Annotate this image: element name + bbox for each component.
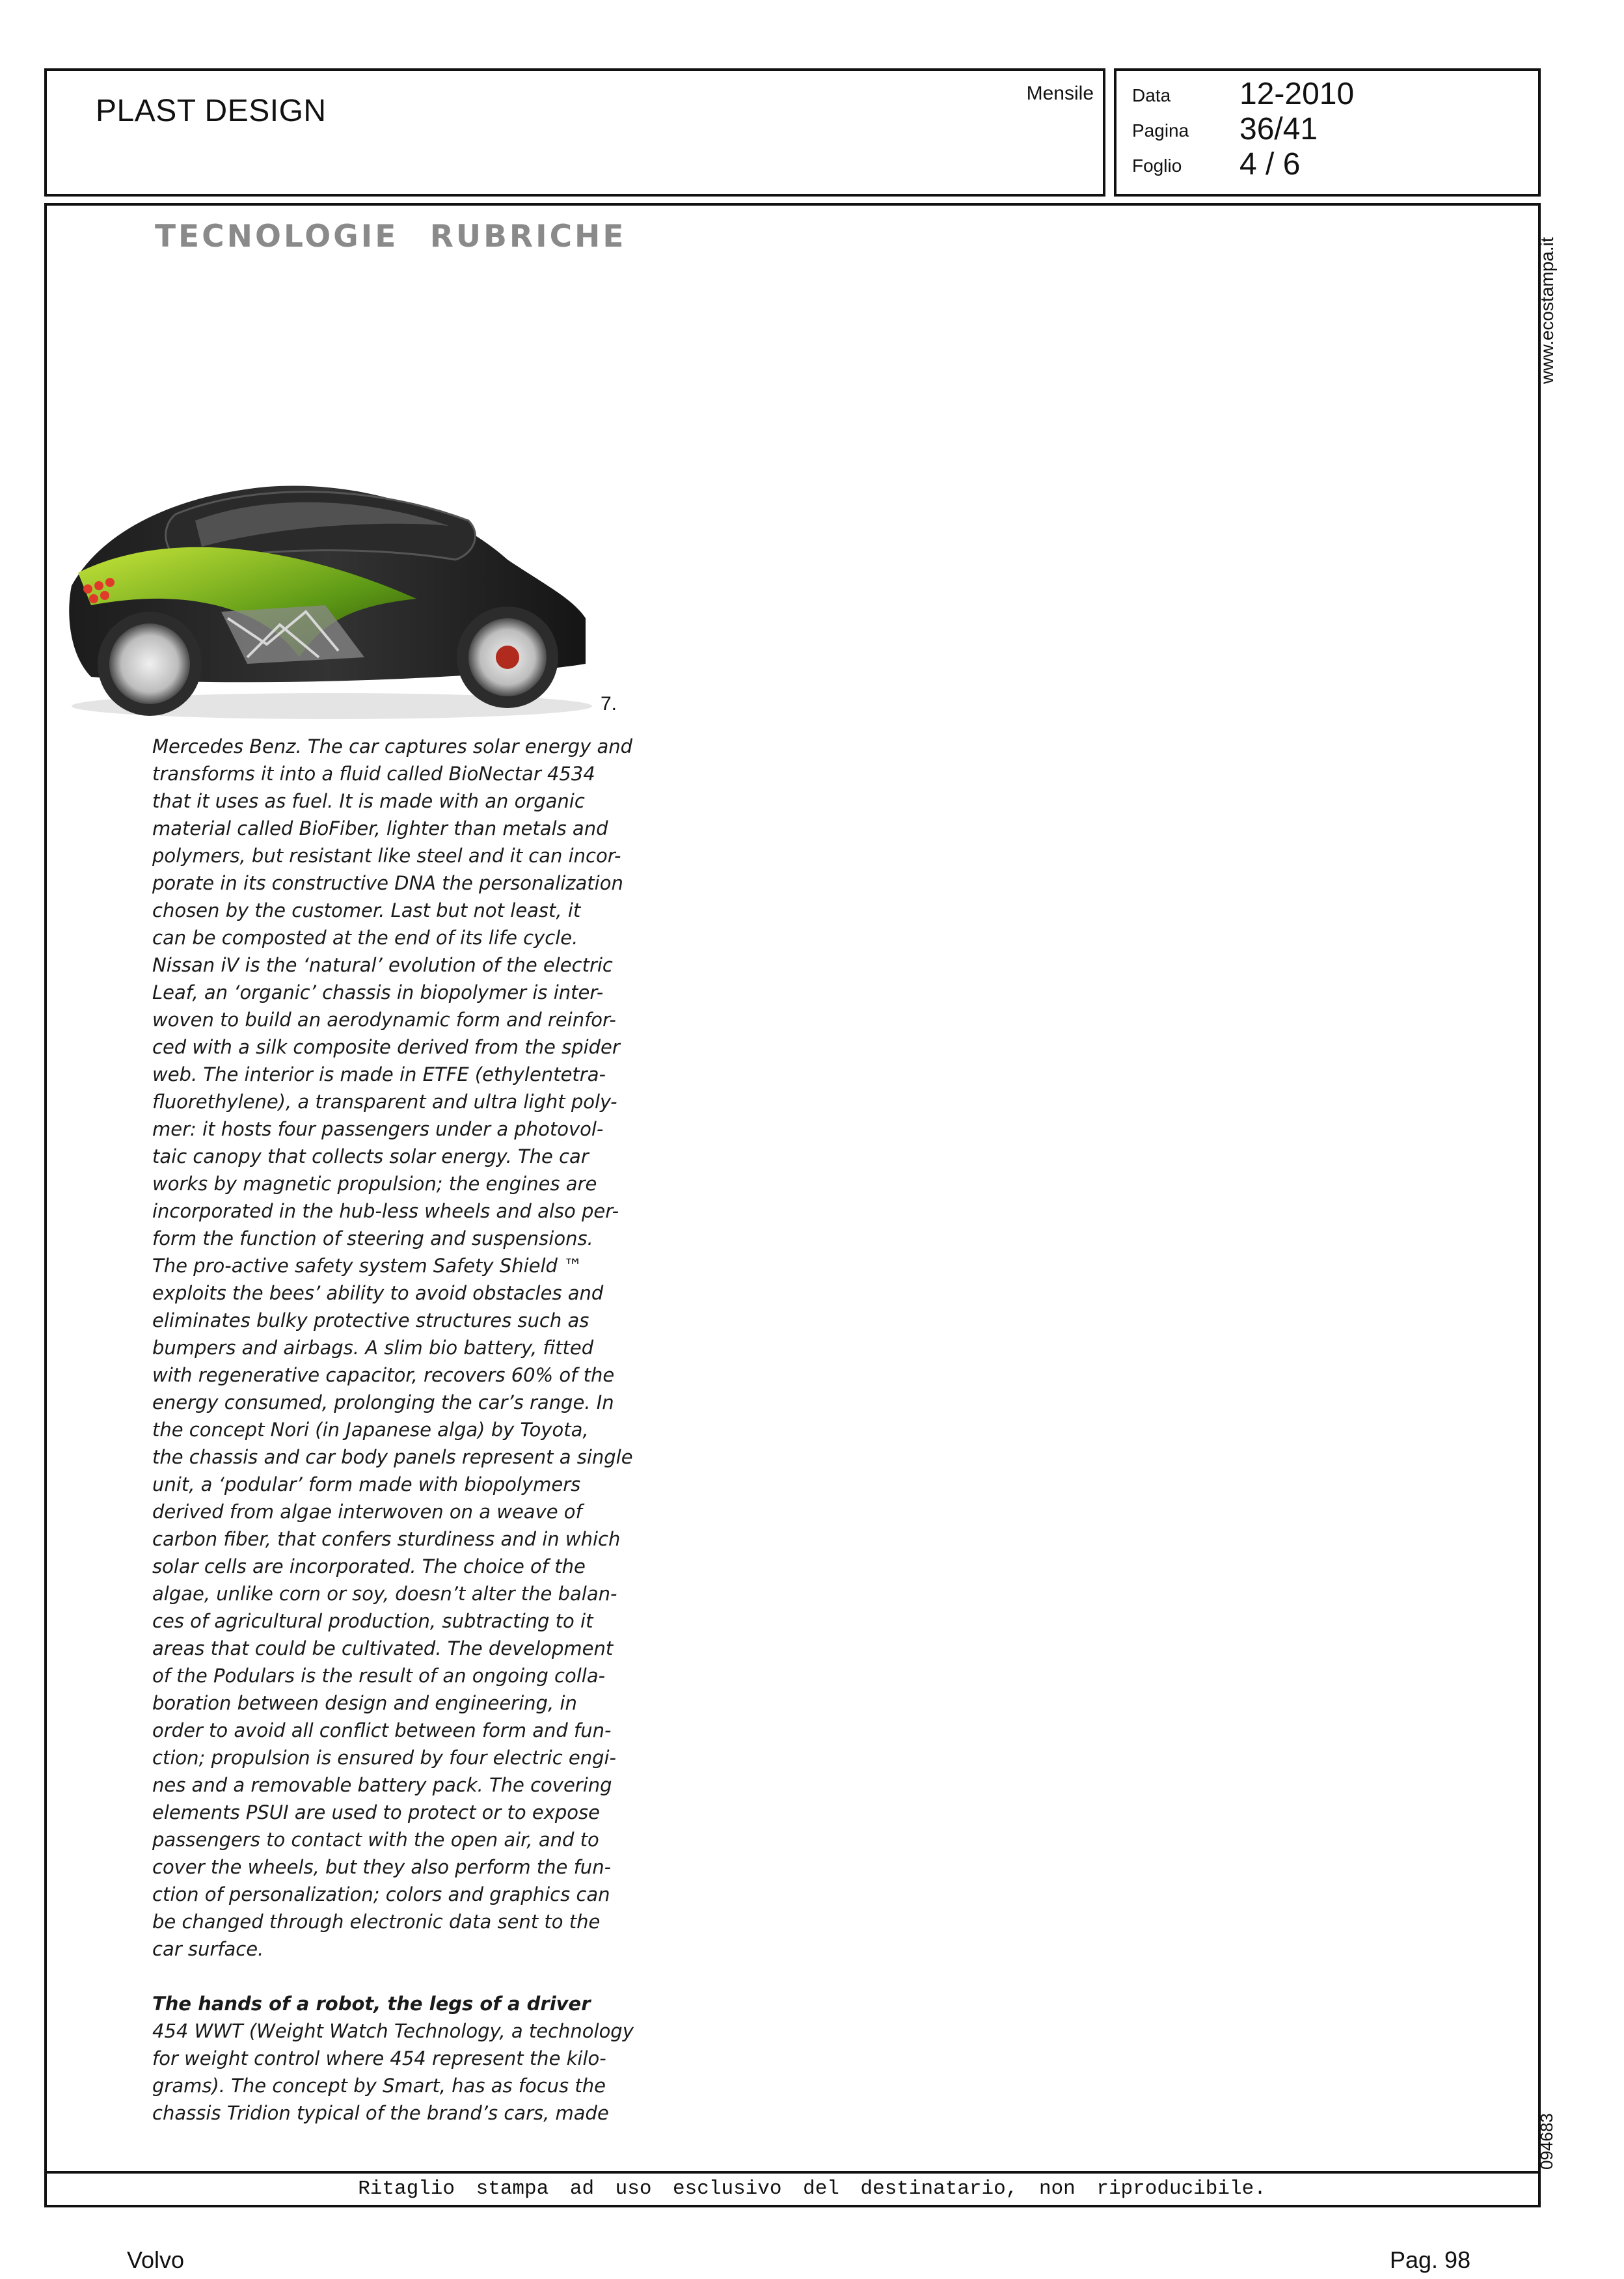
article-line: transforms it into a fluid called BioNectar 4534 xyxy=(152,763,595,785)
article-line: ction of personalization; colors and graphics can xyxy=(152,1883,610,1905)
article-line: carbon fiber, that confers sturdiness and in which xyxy=(152,1528,621,1550)
article-line: Mercedes Benz. The car captures solar energy and xyxy=(152,735,633,757)
article-line: passengers to contact with the open air, and to xyxy=(152,1829,599,1851)
article-line: ced with a silk composite derived from the spider xyxy=(152,1036,620,1058)
article-line: unit, a ‘podular’ form made with biopolymers xyxy=(152,1473,581,1495)
section-heading: TECNOLOGIE RUBRICHE xyxy=(155,219,627,254)
article-line: derived from algae interwoven on a weave of xyxy=(152,1501,582,1523)
article-line: the concept Nori (in Japanese alga) by Toyota, xyxy=(152,1419,589,1441)
article-line: of the Podulars is the result of an ongoing colla- xyxy=(152,1665,606,1687)
header-publication-box xyxy=(44,68,1105,197)
article-line: woven to build an aerodynamic form and reinfor- xyxy=(152,1009,616,1031)
meta-row-sheet xyxy=(1132,146,1522,180)
concept-car-illustration xyxy=(52,449,612,722)
article-line: taic canopy that collects solar energy. The car xyxy=(152,1145,589,1167)
article-line: boration between design and engineering, in xyxy=(152,1692,577,1714)
article-subheading: The hands of a robot, the legs of a driver xyxy=(152,1993,591,2015)
article-line: bumpers and airbags. A slim bio battery, fitted xyxy=(152,1337,594,1359)
article-line: order to avoid all conflict between form and fun- xyxy=(152,1719,612,1741)
article-line: elements PSUI are used to protect or to expose xyxy=(152,1801,600,1823)
meta-row-page xyxy=(1132,111,1522,145)
footer-divider xyxy=(44,2171,1541,2174)
article-line: ction; propulsion is ensured by four electric engi- xyxy=(152,1747,617,1769)
article-line: can be composted at the end of its life cycle. xyxy=(152,927,578,949)
article-line: with regenerative capacitor, recovers 60% of the xyxy=(152,1364,615,1386)
figure-number: 7. xyxy=(601,693,617,715)
meta-label: Pagina xyxy=(1132,120,1189,141)
article-body xyxy=(152,733,634,2127)
article-line: grams). The concept by Smart, has as focus the xyxy=(152,2075,606,2097)
article-line: web. The interior is made in ETFE (ethylentetra- xyxy=(152,1063,606,1085)
article-line: be changed through electronic data sent to the xyxy=(152,1911,601,1933)
article-line: Leaf, an ‘organic’ chassis in biopolymer is inter- xyxy=(152,981,604,1003)
article-line: material called BioFiber, lighter than metals and xyxy=(152,817,608,839)
side-url: www.ecostampa.it xyxy=(1537,237,1557,384)
meta-value: 36/41 xyxy=(1239,112,1318,146)
meta-label: Foglio xyxy=(1132,156,1182,176)
publication-title: PLAST DESIGN xyxy=(96,94,327,128)
article-line: energy consumed, prolonging the car’s range. In xyxy=(152,1391,614,1413)
article-line: chosen by the customer. Last but not least, it xyxy=(152,899,581,921)
article-line: eliminates bulky protective structures such as xyxy=(152,1309,589,1331)
footer-page-number: Pag. 98 xyxy=(1390,2246,1471,2273)
article-line: exploits the bees’ ability to avoid obstacles and xyxy=(152,1282,604,1304)
article-line: nes and a removable battery pack. The covering xyxy=(152,1774,612,1796)
clipping-disclaimer: Ritaglio stampa ad uso esclusivo del destinatario, non riproducibile. xyxy=(358,2177,1266,2200)
article-line: fluorethylene), a transparent and ultra light poly- xyxy=(152,1091,617,1113)
publication-frequency: Mensile xyxy=(1026,83,1094,104)
article-line: chassis Tridion typical of the brand’s cars, made xyxy=(152,2102,609,2124)
footer-client-name: Volvo xyxy=(127,2246,185,2273)
article-line: cover the wheels, but they also perform the fun- xyxy=(152,1856,612,1878)
article-line: solar cells are incorporated. The choice of the xyxy=(152,1555,586,1577)
article-line: ces of agricultural production, subtracting to it xyxy=(152,1610,593,1632)
article-line: mer: it hosts four passengers under a photovol- xyxy=(152,1118,604,1140)
header-meta-box xyxy=(1114,68,1541,197)
article-line: incorporated in the hub-less wheels and also per- xyxy=(152,1200,619,1222)
article-line: Nissan iV is the ‘natural’ evolution of the electric xyxy=(152,954,613,976)
article-line: polymers, but resistant like steel and it can incor- xyxy=(152,845,621,867)
article-line: algae, unlike corn or soy, doesn’t alter the balan- xyxy=(152,1583,617,1605)
article-line: for weight control where 454 represent the kilo- xyxy=(152,2047,606,2069)
side-code: 094683 xyxy=(1537,2113,1556,2170)
article-line: the chassis and car body panels represent a single xyxy=(152,1446,633,1468)
article-line: form the function of steering and suspensions. xyxy=(152,1227,593,1249)
meta-label: Data xyxy=(1132,85,1171,105)
meta-row-date xyxy=(1132,76,1522,110)
article-line: car surface. xyxy=(152,1938,264,1960)
article-line: The pro-active safety system Safety Shield ™ xyxy=(152,1255,583,1277)
article-line: areas that could be cultivated. The development xyxy=(152,1637,614,1659)
meta-value: 4 / 6 xyxy=(1239,147,1301,182)
article-line: porate in its constructive DNA the personalization xyxy=(152,872,623,894)
article-line: 454 WWT (Weight Watch Technology, a technology xyxy=(152,2020,634,2042)
article-line: that it uses as fuel. It is made with an organic xyxy=(152,790,585,812)
meta-value: 12-2010 xyxy=(1239,77,1355,111)
article-line: works by magnetic propulsion; the engines are xyxy=(152,1173,597,1195)
